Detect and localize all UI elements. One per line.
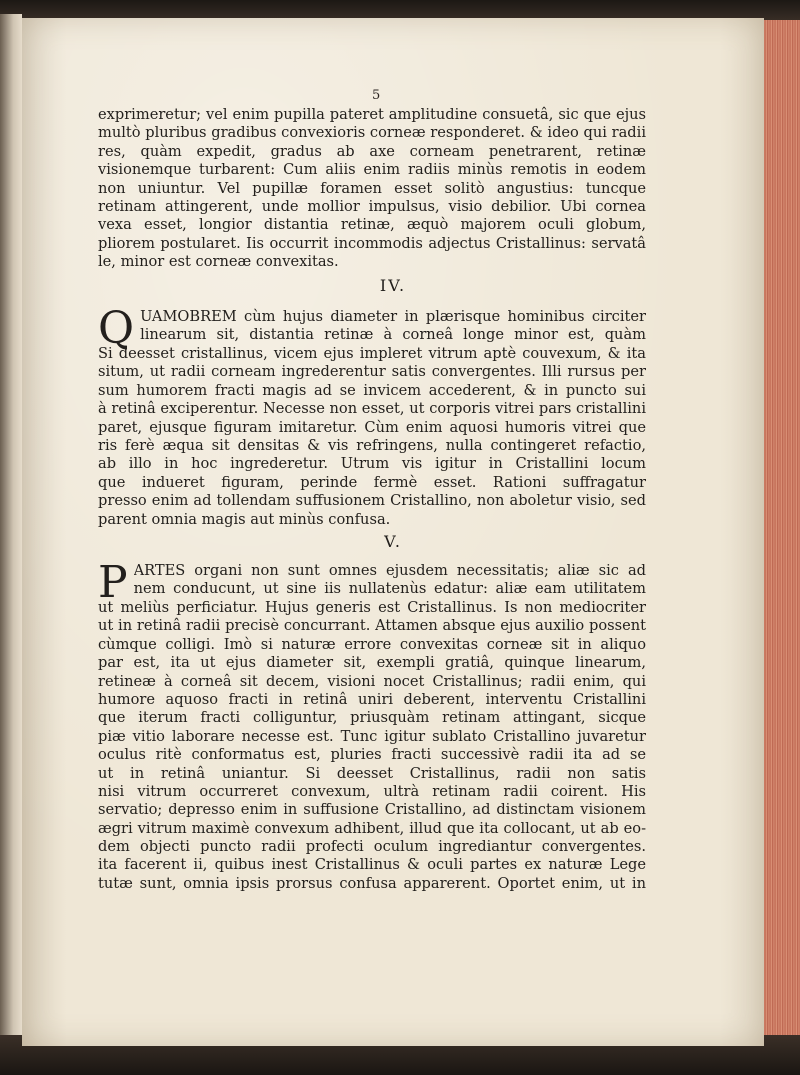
text-line: cùmque colligi. Imò si naturæ errore convexitas corneæ sit in aliquo [98,635,646,653]
text-line: non uniuntur. Vel pupillæ foramen esset solitò angustius: tuncque [98,179,646,197]
text-line: nem conducunt, ut sine iis nullatenùs edatur: aliæ eam utilitatem [133,580,646,598]
paragraph-3-body [98,599,646,893]
text-line: tutæ sunt, omnia ipsis prorsus confusa apparerent. Oportet enim, ut in [98,874,646,892]
book-page [22,18,764,1046]
text-line: UAMOBREM cùm hujus diameter in plærisque hominibus circiter [140,308,646,325]
text-line: visionemque turbarent: Cum aliis enim radiis minùs remotis in eodem [98,161,646,179]
text-line: pliorem postularet. Iis occurrit incommodis adjectus Cristallinus: servatâ [98,234,646,252]
text-line: res, quàm expedit, gradus ab axe corneam penetrarent, retinæ [98,142,646,160]
book-cover-left [0,14,22,1044]
text-line: servatio; depresso enim in suffusione Cristallino, ad distinctam visionem [98,801,646,819]
text-line: situm, ut radii corneam ingrederentur satis convergentes. Illi rursus per [98,363,646,381]
text-line: linearum sit, distantia retinæ à corneâ longe minor est, quàm [140,326,646,344]
text-line: ab illo in hoc ingrederetur. Utrum vis igitur in Cristallini locum [98,455,646,473]
text-line: le, minor est corneæ convexitas. [98,253,339,271]
text-line: retineæ à corneâ sit decem, visioni nocet Cristallinus; radii enim, qui [98,672,646,690]
text-line: exprimeretur; vel enim pupilla pateret amplitudine consuetâ, sic que ejus [98,106,646,123]
page-number: 5 [372,88,381,103]
text-line: ut meliùs perficiatur. Hujus generis est Cristallinus. Is non mediocriter [98,599,646,616]
text-line: ægri vitrum maximè convexum adhibent, illud que ita collocant, ut ab eo- [98,819,646,837]
text-line: ut in retinâ uniantur. Si deesset Cristallinus, radii non satis [98,764,646,782]
text-line: presso enim ad tollendam suffusionem Cristallino, non aboletur visio, sed [98,492,646,510]
text-line: ut in retinâ radii precisè concurrant. Attamen absque ejus auxilio possent [98,617,646,635]
text-line: à retinâ exciperentur. Necesse non esset, ut corporis vitrei pars cristallini [98,400,646,418]
page-edges-right [762,20,800,1070]
text-line: vexa esset, longior distantia retinæ, æquò majorem oculi globum, [98,216,646,234]
text-line: retinam attingerent, unde mollior impulsus, visio debilior. Ubi cornea [98,197,646,215]
text-line: multò pluribus gradibus convexioris corneæ responderet. & ideo qui radii [98,124,646,142]
text-line: ita facerent ii, quibus inest Cristallinus & oculi partes ex naturæ Lege [98,856,646,874]
text-line: humore aquoso fracti in retinâ uniri deberent, interventu Cristallini [98,690,646,708]
text-line: que iterum fracti colliguntur, priusquàm retinam attingant, sicque [98,709,646,727]
drop-cap-q: Q [98,303,135,354]
text-line: Si deesset cristallinus, vicem ejus impleret vitrum aptè couvexum, & ita [98,345,646,362]
section-heading-iv: IV. [379,276,407,295]
text-line: oculus ritè conformatus est, pluries fracti successivè radii ita ad se [98,746,646,764]
text-line: ARTES organi non sunt omnes ejusdem necessitatis; aliæ sic ad [133,562,646,579]
text-line: nisi vitrum occurreret convexum, ultrà retinam radii coirent. His [98,782,646,800]
text-line: que indueret figuram, perinde fermè esset. Rationi suffragatur [98,473,646,491]
text-line: par est, ita ut ejus diameter sit, exempli gratiâ, quinque linearum, [98,654,646,672]
paragraph-1 [98,106,646,272]
text-line: paret, ejusque figuram imitaretur. Cùm enim aquosi humoris vitrei que [98,418,646,436]
text-line: parent omnia magis aut minùs confusa. [98,510,391,528]
drop-cap-p: P [98,557,128,608]
section-heading-v: V. [384,532,402,551]
text-line: ris ferè æqua sit densitas & vis refringens, nulla contingeret refactio, [98,436,646,454]
text-line: dem objecti puncto radii profecti oculum ingrediantur convergentes. [98,838,646,856]
text-line: piæ vitio laborare necesse est. Tunc igitur sublato Cristallino juvaretur [98,727,646,745]
paragraph-2-body [98,345,646,529]
text-line: sum humorem fracti magis ad se invicem accederent, & in puncto sui [98,381,646,399]
